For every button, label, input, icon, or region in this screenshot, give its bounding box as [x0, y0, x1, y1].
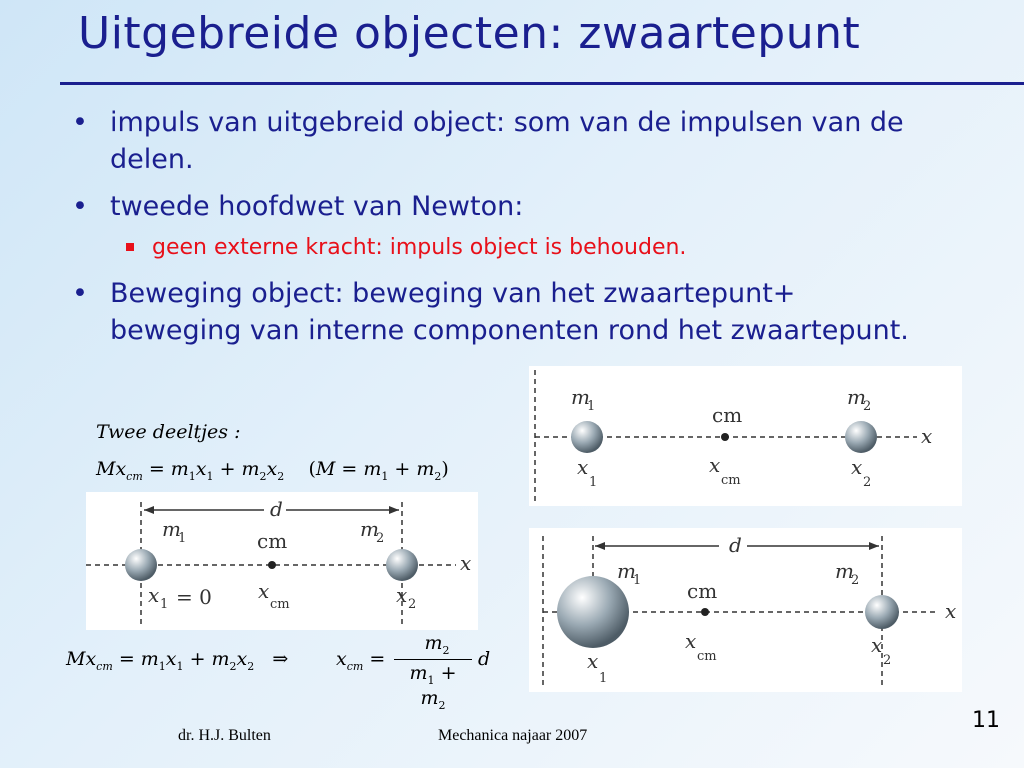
formula-d: d	[478, 648, 491, 670]
svg-text:1: 1	[599, 671, 608, 686]
svg-text:x: x	[587, 649, 599, 673]
svg-text:1: 1	[587, 399, 596, 414]
svg-text:2: 2	[408, 597, 417, 612]
svg-text:2: 2	[376, 531, 385, 546]
svg-text:m: m	[617, 559, 636, 583]
svg-text:1: 1	[160, 597, 169, 612]
svg-text:x: x	[396, 583, 408, 607]
distance-label-d: d	[729, 533, 742, 557]
svg-text:1: 1	[178, 531, 187, 546]
footer-course: Mechanica najaar 2007	[438, 727, 588, 744]
diagram-two-particles-d	[86, 492, 478, 630]
slide-title: Uitgebreide objecten: zwaartepunt	[78, 8, 861, 59]
svg-text:x: x	[460, 551, 472, 575]
formula-two-particles: Twee deeltjes :	[96, 421, 241, 443]
svg-text:x: x	[577, 455, 589, 479]
svg-text:= 0: = 0	[176, 585, 212, 609]
formula-xcm-lhs: $x_{cm}$ =	[336, 648, 386, 673]
svg-text:2: 2	[883, 653, 892, 668]
formula-center-of-mass: $Mx_{cm} = m_1x_1 + m_2x_2$ $(M = m_1 + m_2)$	[96, 458, 449, 483]
bullet-item	[70, 104, 950, 178]
bullet-item	[70, 275, 930, 349]
bullet-dot: •	[72, 191, 88, 222]
diagram-unequal-masses	[529, 528, 962, 692]
bullet-text: impuls van uitgebreid object: som van de impulsen van de delen.	[110, 107, 904, 175]
svg-text:m: m	[847, 385, 866, 409]
bullet-text: Beweging object: beweging van het zwaartepunt+ beweging van interne componenten rond het zwaartepunt.	[110, 278, 909, 346]
formula-fraction: $m_2$ $m_1 + m_2$	[392, 632, 482, 711]
distance-label-d: d	[270, 497, 283, 521]
svg-text:m: m	[360, 517, 379, 541]
svg-text:x: x	[685, 629, 697, 653]
bullet-dot: •	[72, 107, 88, 138]
svg-text:x: x	[258, 579, 270, 603]
sub-bullet-item	[70, 233, 950, 263]
bullet-item	[70, 188, 950, 225]
svg-text:x: x	[851, 455, 863, 479]
svg-text:cm: cm	[687, 579, 718, 603]
square-bullet-icon	[126, 243, 134, 251]
svg-text:2: 2	[851, 573, 860, 588]
bullet-text: tweede hoofdwet van Newton:	[110, 191, 524, 222]
svg-text:cm: cm	[257, 529, 288, 553]
svg-text:x: x	[871, 633, 883, 657]
svg-text:2: 2	[863, 399, 872, 414]
bullet-dot: •	[72, 278, 88, 309]
svg-text:1: 1	[633, 573, 642, 588]
svg-text:cm: cm	[721, 473, 741, 488]
sub-bullet-text: geen externe kracht: impuls object is behouden.	[152, 235, 687, 260]
svg-text:x: x	[148, 583, 160, 607]
title-rule	[60, 82, 1024, 85]
svg-text:m: m	[162, 517, 181, 541]
svg-text:2: 2	[863, 475, 872, 490]
svg-text:cm: cm	[712, 403, 743, 427]
svg-text:x: x	[945, 599, 957, 623]
svg-text:x: x	[921, 424, 933, 448]
bullet-list	[70, 104, 950, 359]
svg-text:m: m	[571, 385, 590, 409]
formula-xcm-result: $Mx_{cm} = m_1x_1 + m_2x_2$ ⇒	[66, 648, 289, 673]
svg-text:cm: cm	[697, 649, 717, 664]
svg-text:cm: cm	[270, 597, 290, 612]
implies-arrow: ⇒	[272, 648, 289, 670]
footer-author: dr. H.J. Bulten	[178, 727, 271, 744]
svg-text:1: 1	[589, 475, 598, 490]
svg-text:x: x	[709, 453, 721, 477]
page-number: 11	[972, 708, 1000, 733]
diagram-equal-masses	[529, 366, 962, 506]
svg-text:m: m	[835, 559, 854, 583]
